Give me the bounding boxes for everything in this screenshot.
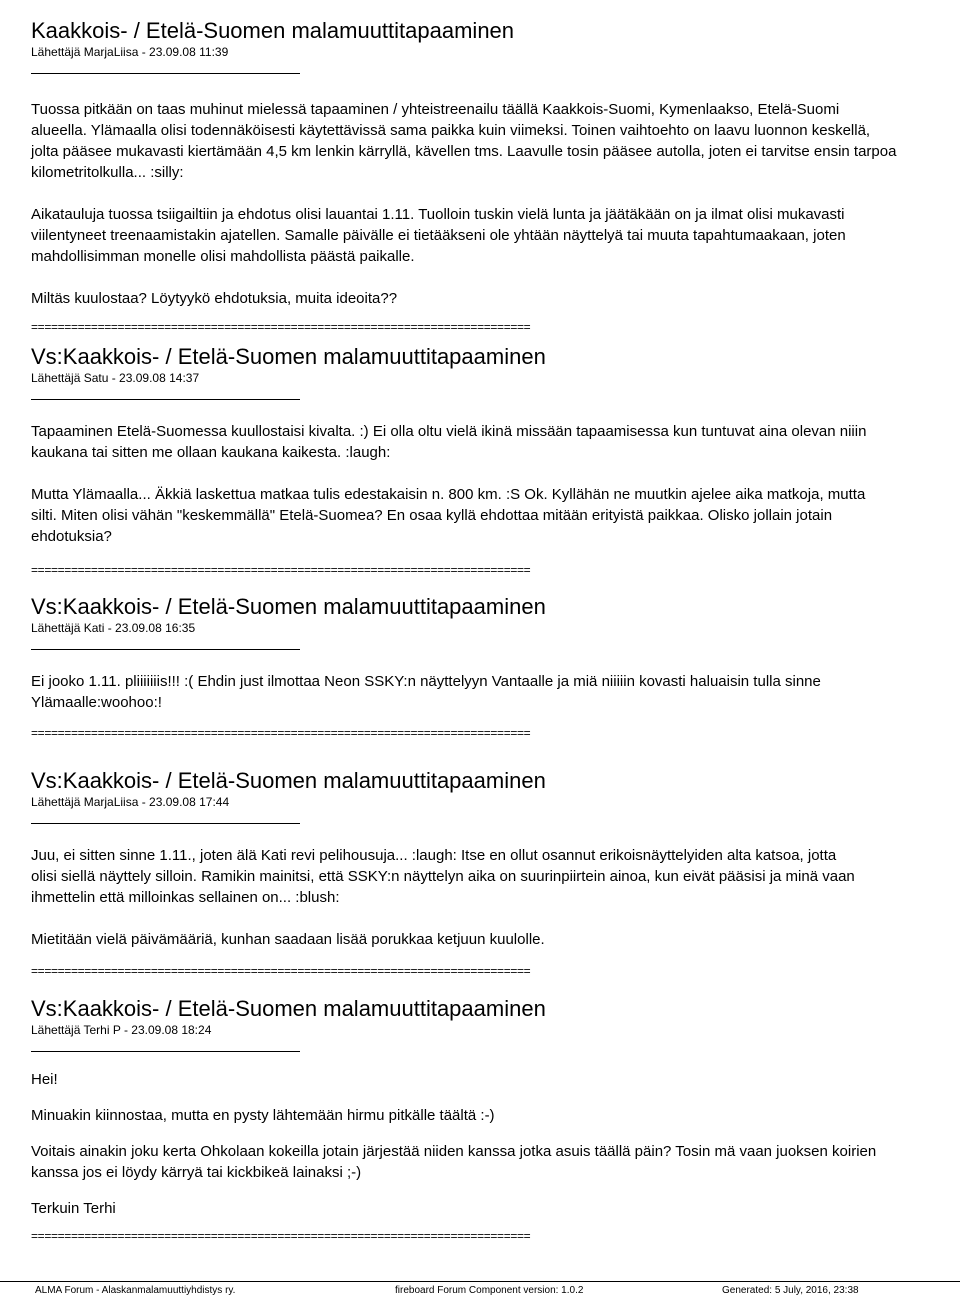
post-meta: Lähettäjä Kati - 23.09.08 16:35 [31,621,196,635]
post-divider [31,649,300,650]
body-line: Ylämaalle:woohoo:! [31,694,162,711]
body-line: Voitais ainakin joku kerta Ohkolaan kokeilla jotain järjestää niiden kanssa jotka asuis täällä päin? Tosin mä vaan juoksen koirien [31,1143,877,1160]
body-line: jolta pääsee mukavasti kiertämään 4,5 km lenkin kärryllä, kävellen tms. Laavulle tosin pääsee autolla, joten ei tarvitse ensin tarpoa [31,143,897,160]
body-line: mahdollisimman monelle olisi mahdollista päästä paikalle. [31,248,415,265]
body-line: Aikatauluja tuossa tsiigailtiin ja ehdotus olisi lauantai 1.11. Tuolloin tuskin vielä lunta ja jäätäkään on ja ilmat olisi mukavasti [31,206,845,223]
body-line: Mutta Ylämaalla... Äkkiä laskettua matkaa tulis edestakaisin n. 800 km. :S Ok. Kyllähän ne muutkin ajelee aika matkoja, mutta [31,486,866,503]
post-body [31,671,960,713]
post-separator: =========================================================================== [31,320,531,334]
body-line [31,1183,960,1198]
body-line [31,908,960,929]
post-title: Kaakkois- / Etelä-Suomen malamuuttitapaaminen [31,18,515,43]
post-divider [31,823,300,824]
post-title: Vs:Kaakkois- / Etelä-Suomen malamuuttitapaaminen [31,594,546,619]
post [31,996,960,1243]
post-separator: =========================================================================== [31,964,531,978]
post [31,344,960,577]
post-divider [31,399,300,400]
footer-generated-date: Generated: 5 July, 2016, 23:38 [722,1285,859,1296]
body-line: viilentyneet treenaamistakin ajatellen. Samalle päivälle ei tietääkseni ole yhtään näyttelyä tai muuta tapahtumaakaan, joten [31,227,846,244]
body-line: ihmettelin että milloinkas sellainen on... :blush: [31,889,340,906]
post-title: Vs:Kaakkois- / Etelä-Suomen malamuuttitapaaminen [31,768,546,793]
post-title: Vs:Kaakkois- / Etelä-Suomen malamuuttitapaaminen [31,344,546,369]
body-line: Terkuin Terhi [31,1200,116,1217]
page-footer [0,1281,960,1298]
body-line: kanssa jos ei löydy kärryä tai kickbikeä lainaksi ;-) [31,1164,362,1181]
body-line: kaukana tai sitten me ollaan kaukana kaikesta. :laugh: [31,444,391,461]
post [31,18,960,334]
post-divider [31,1051,300,1052]
post-body [31,99,960,309]
body-line [31,183,960,204]
post-body [31,421,960,547]
footer-component-version: fireboard Forum Component version: 1.0.2 [395,1285,584,1296]
post-meta: Lähettäjä Terhi P - 23.09.08 18:24 [31,1023,212,1037]
body-line: Ei jooko 1.11. pliiiiiiis!!! :( Ehdin just ilmottaa Neon SSKY:n näyttelyyn Vantaalle ja miä niiiiin kovasti haluaisin tulla sinne [31,673,821,690]
body-line: silti. Miten olisi vähän "keskemmällä" Etelä-Suomea? En osaa kyllä ehdottaa mitään erityistä paikkaa. Olisko jollain jotain [31,507,833,524]
body-line: ehdotuksia? [31,528,112,545]
body-line: Miltäs kuulostaa? Löytyykö ehdotuksia, muita ideoita?? [31,290,398,307]
body-line: Hei! [31,1071,58,1088]
post-separator: =========================================================================== [31,1229,531,1243]
body-line: olisi siellä näyttely silloin. Ramikin mainitsi, että SSKY:n näyttelyn aika on suurinpiirtein ainoa, kun eivät pääsisi ja minä vaan [31,868,855,885]
post-body [31,1069,960,1219]
body-line: alueella. Ylämaalla olisi todennäköisesti käytettävissä sama paikka kuin viimeksi. Toinen vaihtoehto on laavu luonnon keskellä, [31,122,871,139]
body-line [31,463,960,484]
body-line: Juu, ei sitten sinne 1.11., joten älä Kati revi pelihousuja... :laugh: Itse en ollut osannut erikoisnäyttelyiden alta katsoa, jotta [31,847,837,864]
body-line: kilometritolkulla... :silly: [31,164,184,181]
footer-site-name: ALMA Forum - Alaskanmalamuuttiyhdistys ry. [35,1285,236,1296]
post-separator: =========================================================================== [31,563,531,577]
body-line [31,1090,960,1105]
body-line: Tuossa pitkään on taas muhinut mielessä tapaaminen / yhteistreenailu täällä Kaakkois-Suomi, Kymenlaakso, Etelä-Suomi [31,101,840,118]
post-divider [31,73,300,74]
body-line: Minuakin kiinnostaa, mutta en pysty lähtemään hirmu pitkälle täältä :-) [31,1107,495,1124]
body-line: Tapaaminen Etelä-Suomessa kuullostaisi kivalta. :) Ei olla oltu vielä ikinä missään tapaamisessa kun tuntuvat aina olevan niiin [31,423,867,440]
body-line: Mietitään vielä päivämääriä, kunhan saadaan lisää porukkaa ketjuun kuulolle. [31,931,545,948]
post [31,768,960,978]
body-line [31,267,960,288]
post-separator: =========================================================================== [31,726,531,740]
post-meta: Lähettäjä MarjaLiisa - 23.09.08 17:44 [31,795,230,809]
body-line [31,1126,960,1141]
post-meta: Lähettäjä Satu - 23.09.08 14:37 [31,371,200,385]
post-meta: Lähettäjä MarjaLiisa - 23.09.08 11:39 [31,45,229,59]
post [31,594,960,740]
post-title: Vs:Kaakkois- / Etelä-Suomen malamuuttitapaaminen [31,996,546,1021]
post-body [31,845,960,950]
